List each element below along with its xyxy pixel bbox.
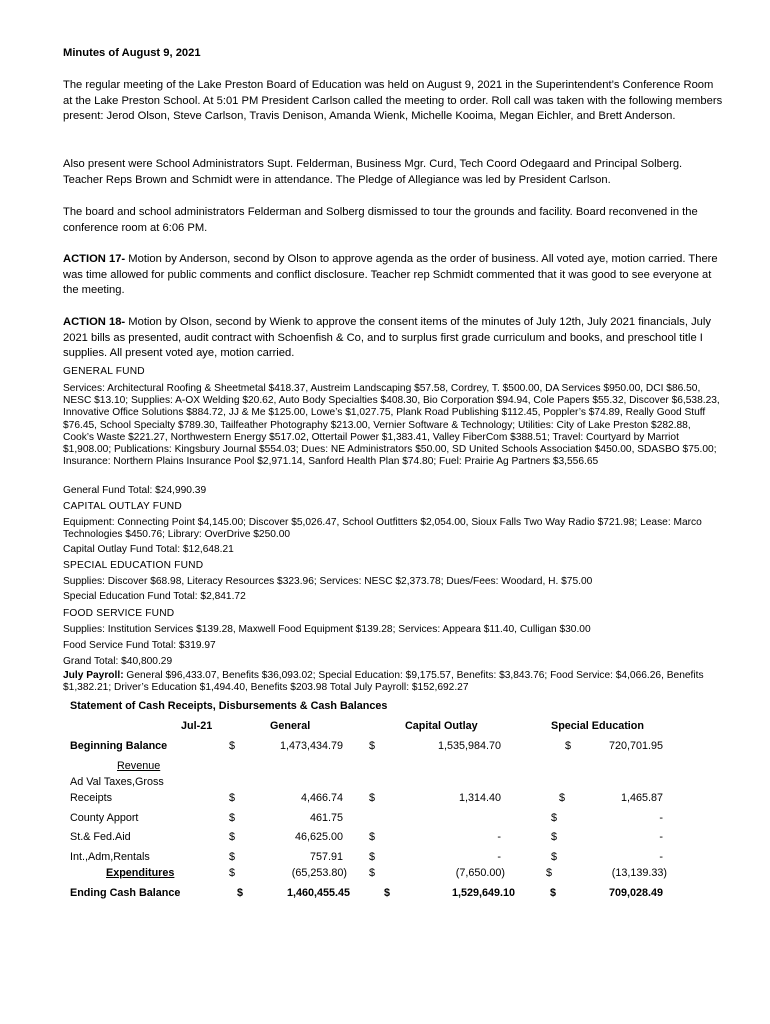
beginning-general: 1,473,434.79: [279, 740, 343, 752]
grand-total: Grand Total: $40,800.29: [63, 656, 173, 667]
action-18-label: ACTION 18-: [63, 316, 126, 328]
ending-general: 1,460,455.45: [286, 887, 350, 899]
beginning-capital: 1,535,984.70: [437, 740, 501, 752]
dollar-sign: $: [229, 867, 236, 879]
capital-outlay-heading: CAPITAL OUTLAY FUND: [63, 501, 182, 512]
dollar-sign: $: [229, 851, 236, 863]
stfed-special-dash: -: [659, 831, 663, 843]
capital-column-header: Capital Outlay: [405, 720, 478, 732]
county-general: 461.75: [309, 812, 343, 824]
adval-capital: 1,314.40: [458, 792, 501, 804]
int-label: Int.,Adm,Rentals: [70, 851, 150, 863]
general-fund-heading: GENERAL FUND: [63, 366, 145, 377]
cash-statement-title: Statement of Cash Receipts, Disbursements & Cash Balances: [70, 700, 388, 712]
adval-label-line2: Receipts: [70, 792, 113, 804]
stfed-capital-dash: -: [497, 831, 501, 843]
capital-outlay-total: Capital Outlay Fund Total: $12,648.21: [63, 544, 234, 555]
opening-text: The regular meeting of the Lake Preston Board of Education was held on August 9, 2021 in the Superintendent’s Conference Room at the Lake Preston School. At 5:01 PM President Carlson called the meeting to order. Roll call was taken with the following members present: Jerod Olson, Steve Carlson, Travis Denison, Amanda Wienk, Michelle Kooima, Megan Eichler, and Brett Anderson.: [63, 79, 723, 123]
county-special-dash: -: [659, 812, 663, 824]
general-fund-total: General Fund Total: $24,990.39: [63, 485, 207, 496]
payroll-label: July Payroll:: [63, 670, 124, 681]
food-service-heading: FOOD SERVICE FUND: [63, 608, 175, 619]
dollar-sign: $: [551, 851, 558, 863]
dollar-sign: $: [565, 740, 572, 752]
food-service-total: Food Service Fund Total: $319.97: [63, 640, 216, 651]
action-17-label: ACTION 17-: [63, 253, 126, 265]
special-ed-total: Special Education Fund Total: $2,841.72: [63, 591, 246, 602]
ending-capital: 1,529,649.10: [451, 887, 515, 899]
dollar-sign: $: [229, 740, 236, 752]
ending-balance-label: Ending Cash Balance: [70, 887, 181, 899]
expenditures-label: Expenditures: [106, 867, 175, 879]
int-special-dash: -: [659, 851, 663, 863]
dollar-sign: $: [369, 740, 376, 752]
special-column-header: Special Education: [551, 720, 644, 732]
stfed-general: 46,625.00: [294, 831, 343, 843]
action-18-text: Motion by Olson, second by Wienk to approve the consent items of the minutes of July 12th, July 2021 financials, July 2021 bills as presented, audit contract with Schoenfish & Co, and to surplus first grade curriculum and books, and preschool title I supplies. All present voted aye, motion carried.: [63, 316, 711, 360]
adval-label-line1: Ad Val Taxes,Gross: [70, 776, 164, 788]
dollar-sign: $: [229, 831, 236, 843]
special-ed-heading: SPECIAL EDUCATION FUND: [63, 560, 204, 571]
int-general: 757.91: [309, 851, 343, 863]
period-header: Jul-21: [181, 720, 213, 732]
stfed-label: St.& Fed.Aid: [70, 831, 131, 843]
special-ed-bills: Supplies: Discover $68.98, Literacy Resources $323.96; Services: NESC $2,373.78; Dues/Fees: Woodard, H. $75.00: [63, 576, 593, 587]
beginning-special: 720,701.95: [608, 740, 663, 752]
dollar-sign: $: [369, 867, 376, 879]
action-17-text: Motion by Anderson, second by Olson to approve agenda as the order of business. All voted aye, motion carried. There was time allowed for public comments and conflict disclosure. Teacher rep Schmidt commented that it was good to see everyone at the meeting.: [63, 253, 718, 297]
minutes-heading: Minutes of August 9, 2021: [63, 47, 201, 59]
dollar-sign: $: [384, 887, 391, 899]
dollar-sign: $: [551, 831, 558, 843]
ending-special: 709,028.49: [608, 887, 663, 899]
dollar-sign: $: [369, 851, 376, 863]
adval-special: 1,465.87: [620, 792, 663, 804]
payroll-text: General $96,433.07, Benefits $36,093.02; Special Education: $9,175.57, Benefits: $3,843.76; Food Service: $4,066.26, Benefits $1,382.21; Driver’s Education $1,494.40, Benefits $203.98 Total July Payroll: $152,692.27: [63, 670, 704, 694]
expend-capital: (7,650.00): [455, 867, 505, 879]
dollar-sign: $: [229, 792, 236, 804]
dollar-sign: $: [369, 831, 376, 843]
dollar-sign: $: [237, 887, 244, 899]
dollar-sign: $: [551, 812, 558, 824]
expend-general: (65,253.80): [291, 867, 347, 879]
general-fund-bills: Services: Architectural Roofing & Sheetmetal $418.37, Austreim Landscaping $57.58, Cordrey, T. $500.00, DA Services $950.00, DCI $86.50, NESC $13.10; Supplies: A-OX Welding $20.62, Auto Body Specialties $408.30, Bio Corporation $94.94, Cole Papers $55.32, Discover $6,538.23, Innovative Office Solutions $884.72, JJ & Me $125.00, Lowe’s $1,027.75, Plank Road Publishing $112.45, Poppler’s $74.89, Really Good Stuff $76.45, School Specialty $789.30, Tailfeather Photography $213.00, Vernier Software & Technology; Utilities: City of Lake Preston $282.88, Cook’s Waste $221.27, Northwestern Energy $517.02, Ottertail Power $1,383.41, Valley FiberCom $388.51; Travel: Courtyard by Marriot $1,908.00; Publications: Kingsbury Journal $554.03; Dues: NE Administrators $50.00, SD United Schools Association $450.00, SDASBO $75.00; Insurance: Northern Plains Insurance Pool $2,971.14, Sanford Health Plan $74.80; Fuel: Prairie Ag Partners $3,556.65: [63, 383, 720, 468]
expend-special: (13,139.33): [611, 867, 667, 879]
dollar-sign: $: [550, 887, 557, 899]
adval-general: 4,466.74: [300, 792, 343, 804]
general-column-header: General: [270, 720, 311, 732]
revenue-label: Revenue: [117, 760, 161, 772]
beginning-balance-label: Beginning Balance: [70, 740, 168, 752]
capital-outlay-bills: Equipment: Connecting Point $4,145.00; Discover $5,026.47, School Outfitters $2,054.00, Sioux Falls Two Way Radio $721.98; Lease: Marco Technologies $450.76; Library: OverDrive $250.00: [63, 517, 702, 541]
county-label: County Apport: [70, 812, 139, 824]
dollar-sign: $: [369, 792, 376, 804]
attendance-text: Also present were School Administrators Supt. Felderman, Business Mgr. Curd, Tech Coord Odegaard and Principal Solberg. Teacher Reps Brown and Schmidt were in attendance. The Pledge of Allegiance was led by President Carlson.: [63, 158, 683, 186]
dollar-sign: $: [546, 867, 553, 879]
dollar-sign: $: [229, 812, 236, 824]
dollar-sign: $: [559, 792, 566, 804]
food-service-bills: Supplies: Institution Services $139.28, Maxwell Food Equipment $139.28; Services: Appeara $11.40, Culligan $30.00: [63, 624, 591, 635]
int-capital-dash: -: [497, 851, 501, 863]
tour-text: The board and school administrators Felderman and Solberg dismissed to tour the grounds and facility. Board reconvened in the conference room at 6:06 PM.: [63, 206, 698, 234]
